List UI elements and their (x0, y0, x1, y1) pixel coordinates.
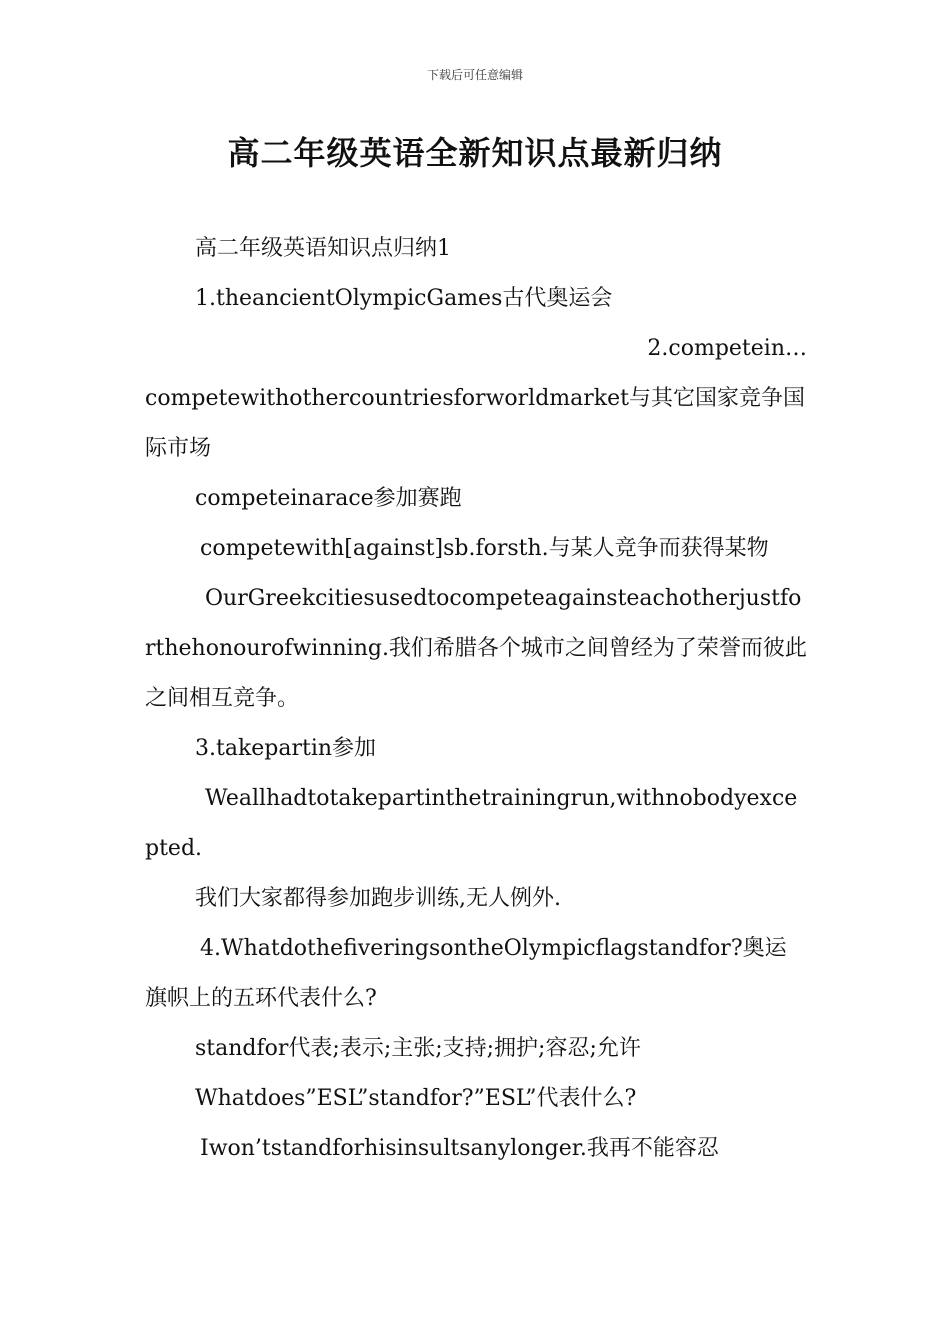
paragraph: Whatdoes”ESL”standfor?”ESL”代表什么? (195, 1086, 637, 1111)
paragraph: 1.theancientOlympicGames古代奥运会 (195, 286, 613, 311)
paragraph: competeinarace参加赛跑 (195, 486, 462, 511)
paragraph: 4.WhatdothefiveringsontheOlympicflagstandfor?奥运旗帜上的五环代表什么? (145, 936, 787, 1011)
document-title: 高二年级英语全新知识点最新归纳 (227, 134, 723, 172)
paragraph: 2.competein… (647, 336, 807, 361)
paragraph: OurGreekcitiesusedtocompeteagainsteachotherjustforthehonourofwinning.我们希腊各个城市之间曾经为了荣誉而彼此之间相互竞争。 (145, 586, 807, 711)
paragraph: 高二年级英语知识点归纳1 (195, 236, 451, 261)
paragraph: competewith[against]sb.forsth.与某人竞争而获得某物 (200, 536, 769, 561)
paragraph: 3.takepartin参加 (195, 736, 377, 761)
paragraph: 我们大家都得参加跑步训练,无人例外. (195, 886, 561, 911)
header-note: 下载后可任意编辑 (426, 68, 523, 82)
paragraph: competewithothercountriesforworldmarket与其它国家竞争国际市场 (145, 386, 805, 461)
paragraph: Weallhadtotakepartinthetrainingrun,withnobodyexcepted. (145, 786, 798, 861)
document-body (145, 224, 807, 1174)
paragraph: standfor代表;表示;主张;支持;拥护;容忍;允许 (195, 1036, 641, 1061)
paragraph: Iwon’tstandforhisinsultsanylonger.我再不能容忍 (200, 1136, 719, 1161)
